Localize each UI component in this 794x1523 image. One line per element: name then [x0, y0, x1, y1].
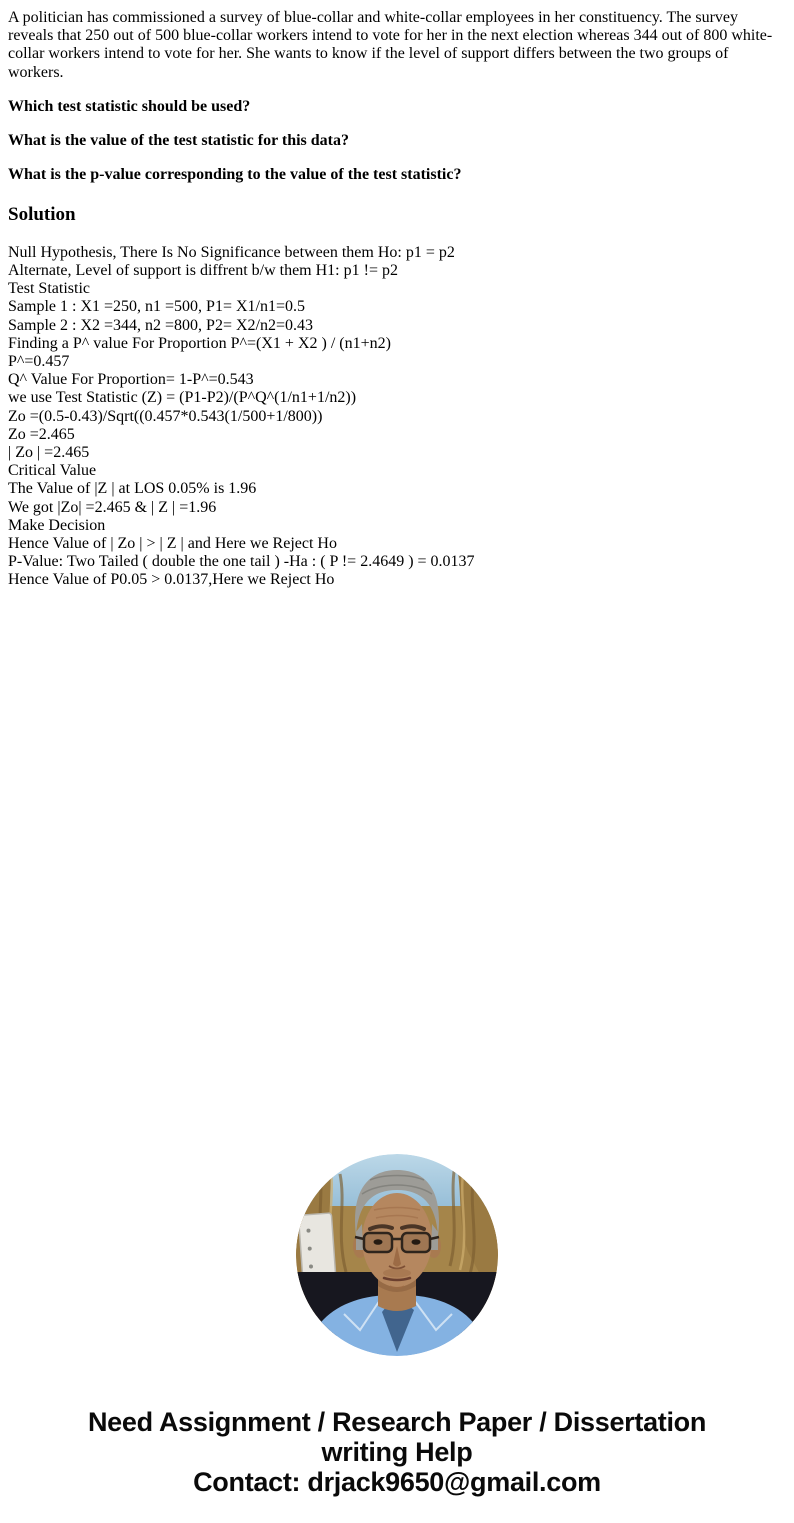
solution-line-decision: Hence Value of | Zo | > | Z | and Here we Reject Ho: [8, 535, 337, 553]
solution-steps: [8, 244, 786, 590]
solution-line-null-hypothesis: Null Hypothesis, There Is No Significance between them Ho: p1 = p2: [8, 243, 455, 261]
promo-line-services: Need Assignment / Research Paper / Dissertation: [87, 1406, 707, 1437]
solution-line-sample-2: Sample 2 : X2 =344, n2 =800, P2= X2/n2=0.43: [8, 316, 313, 334]
photo-eye-right: [412, 1239, 421, 1245]
solution-line-pooled-p-formula: Finding a P^ value For Proportion P^=(X1 + X2 ) / (n1+n2): [8, 334, 391, 352]
promo-banner: [8, 1407, 786, 1497]
promo-line-help: writing Help: [321, 1436, 473, 1467]
solution-line-critical-value: The Value of |Z | at LOS 0.05% is 1.96: [8, 480, 257, 498]
solution-line-sample-1: Sample 1 : X1 =250, n1 =500, P1= X1/n1=0.5: [8, 298, 305, 316]
solution-line-p-value: P-Value: Two Tailed ( double the one tail ) -Ha : ( P != 2.4649 ) = 0.0137: [8, 553, 475, 571]
solution-line-abs-zo-value: | Zo | =2.465: [8, 444, 90, 462]
portrait-illustration: [296, 1154, 498, 1356]
photo-mustache-shadow: [383, 1268, 411, 1277]
solution-line-make-decision-label: Make Decision: [8, 516, 106, 534]
solution-heading: Solution: [8, 203, 76, 225]
solution-line-pooled-p-value: P^=0.457: [8, 353, 70, 371]
tutor-portrait-photo: [296, 1154, 498, 1356]
solution-line-q-value: Q^ Value For Proportion= 1-P^=0.543: [8, 371, 254, 389]
solution-line-test-statistic-label: Test Statistic: [8, 280, 90, 298]
solution-line-zo-value: Zo =2.465: [8, 425, 75, 443]
promo-line-contact-email: Contact: drjack9650@gmail.com: [193, 1466, 601, 1497]
solution-line-zo-computation: Zo =(0.5-0.43)/Sqrt((0.457*0.543(1/500+1/800)): [8, 407, 323, 425]
question-p-value: What is the p-value corresponding to the value of the test statistic?: [8, 165, 462, 183]
question-statistic-value: What is the value of the test statistic for this data?: [8, 131, 350, 149]
photo-eye-left: [374, 1239, 383, 1245]
question-test-statistic: Which test statistic should be used?: [8, 97, 251, 115]
problem-statement: A politician has commissioned a survey of blue-collar and white-collar employees in her constituency. The survey reveals that 250 out of 500 blue-collar workers intend to vote for her in the next election whereas 344 out of 800 white-collar workers intend to vote for her. She wants to know if the level of support differs between the two groups of workers.: [8, 9, 773, 81]
solution-line-alternate-hypothesis: Alternate, Level of support is diffrent b/w them H1: p1 != p2: [8, 262, 398, 280]
solution-line-conclusion: Hence Value of P0.05 > 0.0137,Here we Reject Ho: [8, 571, 335, 589]
solution-line-critical-value-label: Critical Value: [8, 462, 97, 480]
solution-line-z-formula: we use Test Statistic (Z) = (P1-P2)/(P^Q^(1/n1+1/n2)): [8, 389, 357, 407]
solution-line-comparison: We got |Zo| =2.465 & | Z | =1.96: [8, 498, 217, 516]
